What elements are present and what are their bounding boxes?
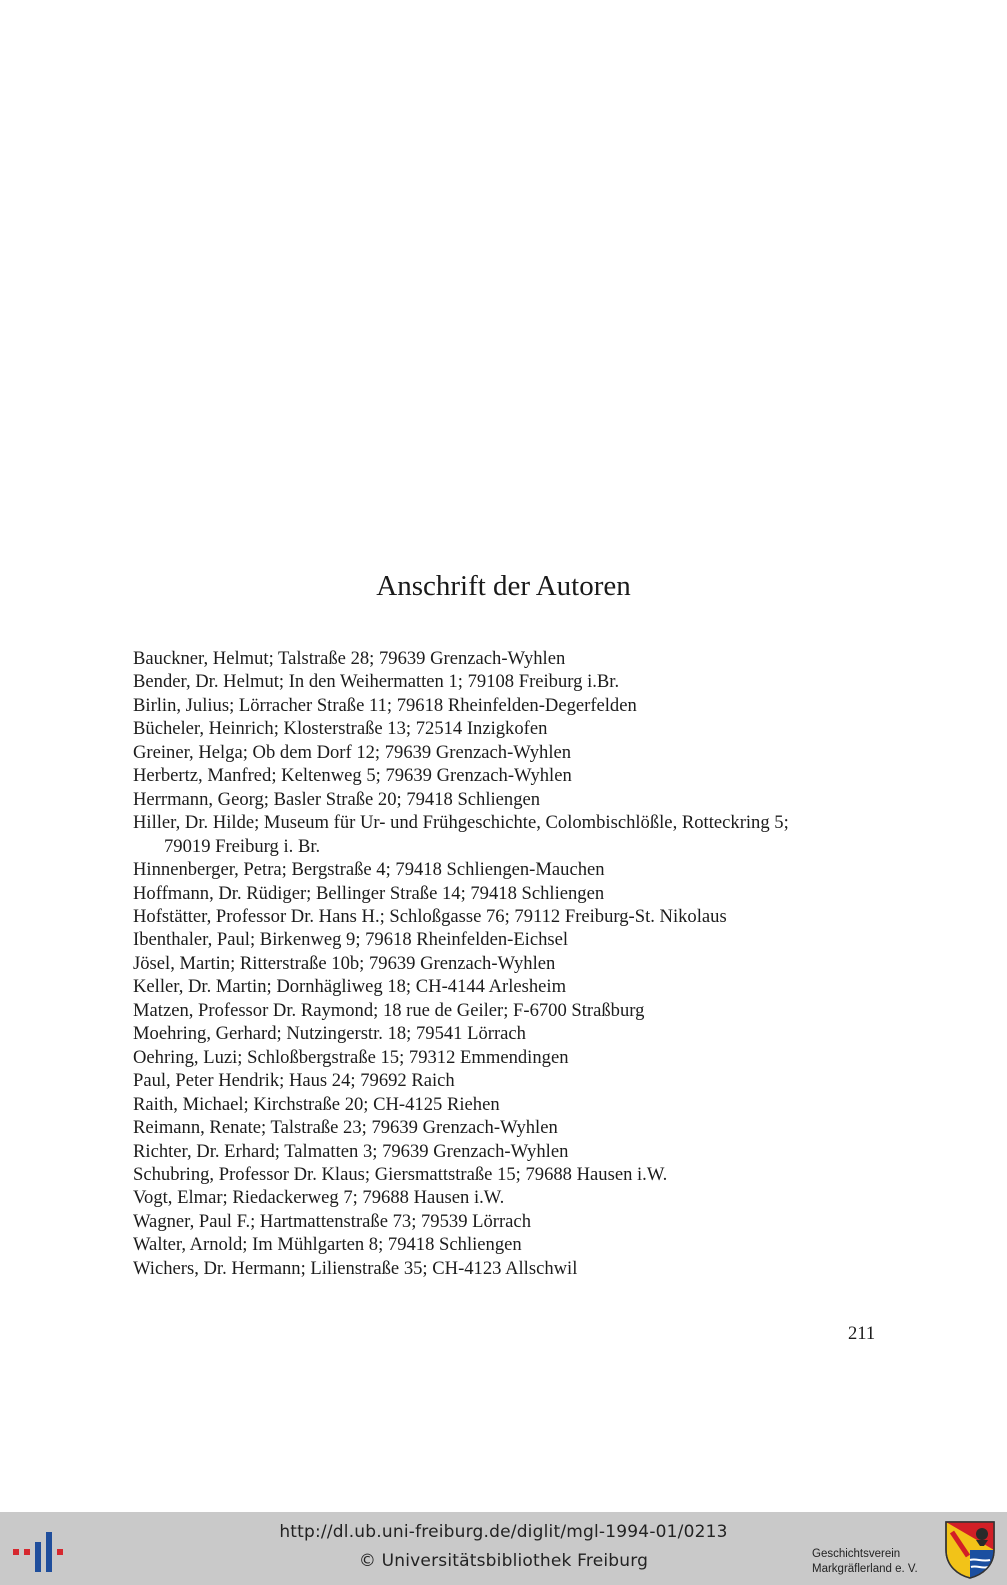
author-entry-text: Raith, Michael; Kirchstraße 20; CH-4125 Riehen xyxy=(133,1093,500,1115)
page-number: 211 xyxy=(848,1323,876,1344)
footer-bar xyxy=(0,1512,1007,1585)
author-entry xyxy=(133,647,893,670)
author-entry xyxy=(133,1210,893,1233)
author-entry xyxy=(133,1116,893,1139)
permalink-url[interactable]: http://dl.ub.uni-freiburg.de/diglit/mgl-1994-01/0213 xyxy=(279,1522,728,1542)
author-entry-text: Schubring, Professor Dr. Klaus; Giersmattstraße 15; 79688 Hausen i.W. xyxy=(133,1163,668,1185)
author-entry-text: Birlin, Julius; Lörracher Straße 11; 79618 Rheinfelden-Degerfelden xyxy=(133,694,637,716)
author-entry-text: Reimann, Renate; Talstraße 23; 79639 Grenzach-Wyhlen xyxy=(133,1117,558,1139)
author-entry xyxy=(133,1069,893,1092)
author-entry xyxy=(133,811,893,858)
author-entry xyxy=(133,1186,893,1209)
author-entry-text: Keller, Dr. Martin; Dornhägliweg 18; CH-4144 Arlesheim xyxy=(133,976,567,998)
author-entry xyxy=(133,694,893,717)
author-entry-text: Wichers, Dr. Hermann; Lilienstraße 35; CH-4123 Allschwil xyxy=(133,1257,578,1279)
author-address-list xyxy=(133,647,893,1280)
author-entry-text: Hoffmann, Dr. Rüdiger; Bellinger Straße 14; 79418 Schliengen xyxy=(133,882,605,904)
author-entry-text: Herbertz, Manfred; Keltenweg 5; 79639 Grenzach-Wyhlen xyxy=(133,765,572,787)
author-entry-text: Hiller, Dr. Hilde; Museum für Ur- und Frühgeschichte, Colombischlößle, Rotteckring 5; xyxy=(133,812,789,834)
author-entry-text: Jösel, Martin; Ritterstraße 10b; 79639 Grenzach-Wyhlen xyxy=(133,952,556,974)
author-entry-text: Wagner, Paul F.; Hartmattenstraße 73; 79539 Lörrach xyxy=(133,1210,531,1232)
author-entry xyxy=(133,999,893,1022)
author-entry xyxy=(133,741,893,764)
author-entry-text: Hofstätter, Professor Dr. Hans H.; Schloßgasse 76; 79112 Freiburg-St. Nikolaus xyxy=(133,905,727,927)
society-name-line1: Geschichtsverein xyxy=(812,1548,901,1560)
author-entry xyxy=(133,788,893,811)
author-entry-text: Vogt, Elmar; Riedackerweg 7; 79688 Hausen i.W. xyxy=(133,1187,505,1209)
author-entry-text: Greiner, Helga; Ob dem Dorf 12; 79639 Grenzach-Wyhlen xyxy=(133,741,572,763)
author-entry-text: Paul, Peter Hendrik; Haus 24; 79692 Raich xyxy=(133,1070,455,1092)
author-entry xyxy=(133,1163,893,1186)
society-name xyxy=(812,1547,918,1577)
author-entry-text: Ibenthaler, Paul; Birkenweg 9; 79618 Rheinfelden-Eichsel xyxy=(133,929,569,951)
author-entry xyxy=(133,858,893,881)
author-entry xyxy=(133,1046,893,1069)
author-entry-text: Moehring, Gerhard; Nutzingerstr. 18; 79541 Lörrach xyxy=(133,1023,526,1045)
author-entry xyxy=(133,1093,893,1116)
author-entry xyxy=(133,1233,893,1256)
author-entry xyxy=(133,1257,893,1280)
author-entry xyxy=(133,717,893,740)
page-title: Anschrift der Autoren xyxy=(376,570,631,602)
author-entry-text: Hinnenberger, Petra; Bergstraße 4; 79418 Schliengen-Mauchen xyxy=(133,859,605,881)
author-entry xyxy=(133,1140,893,1163)
author-entry-text: Bender, Dr. Helmut; In den Weihermatten 1; 79108 Freiburg i.Br. xyxy=(133,671,620,693)
coat-of-arms-icon[interactable] xyxy=(944,1520,996,1580)
author-entry-text: Walter, Arnold; Im Mühlgarten 8; 79418 Schliengen xyxy=(133,1234,522,1256)
author-entry-text: Bücheler, Heinrich; Klosterstraße 13; 72514 Inzigkofen xyxy=(133,718,548,740)
author-entry xyxy=(133,882,893,905)
author-entry-text: Matzen, Professor Dr. Raymond; 18 rue de Geiler; F-6700 Straßburg xyxy=(133,999,645,1021)
author-entry xyxy=(133,952,893,975)
author-entry xyxy=(133,670,893,693)
author-entry-continuation: 79019 Freiburg i. Br. xyxy=(164,835,321,857)
society-name-line2: Markgräflerland e. V. xyxy=(812,1563,918,1575)
copyright-notice: © Universitätsbibliothek Freiburg xyxy=(358,1551,649,1571)
author-entry xyxy=(133,928,893,951)
author-entry xyxy=(133,905,893,928)
author-entry-text: Herrmann, Georg; Basler Straße 20; 79418 Schliengen xyxy=(133,788,541,810)
author-entry-text: Richter, Dr. Erhard; Talmatten 3; 79639 Grenzach-Wyhlen xyxy=(133,1140,569,1162)
author-entry xyxy=(133,975,893,998)
author-entry xyxy=(133,764,893,787)
author-entry-text: Oehring, Luzi; Schloßbergstraße 15; 79312 Emmendingen xyxy=(133,1046,569,1068)
author-entry-text: Bauckner, Helmut; Talstraße 28; 79639 Grenzach-Wyhlen xyxy=(133,648,566,669)
author-entry xyxy=(133,1022,893,1045)
